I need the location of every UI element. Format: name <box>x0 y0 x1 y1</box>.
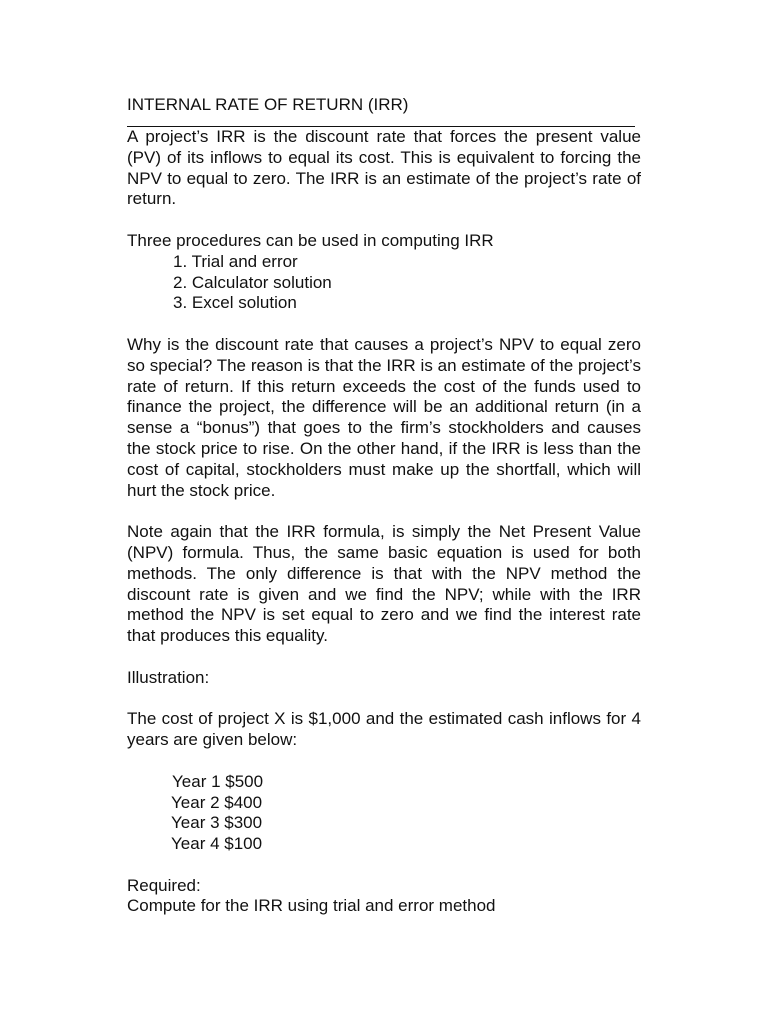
spacer <box>127 647 641 668</box>
illustration-problem: The cost of project X is $1,000 and the estimated cash inflows for 4 years are given below: <box>127 709 641 750</box>
spacer <box>127 855 641 876</box>
illustration-heading: Illustration: <box>127 667 210 687</box>
list-item: 1. Trial and error <box>173 251 298 271</box>
cash-flow-list <box>127 772 641 855</box>
spacer <box>127 751 641 772</box>
required-text: Compute for the IRR using trial and error method <box>127 896 496 916</box>
spacer <box>127 314 641 335</box>
spacer <box>127 210 641 231</box>
list-item: Year 4 $100 <box>171 834 263 854</box>
document-title: INTERNAL RATE OF RETURN (IRR) <box>127 95 409 114</box>
list-item: Year 3 $300 <box>171 813 263 833</box>
spacer <box>127 689 641 710</box>
list-item: Year 2 $400 <box>171 792 263 812</box>
required-heading: Required: <box>127 875 201 895</box>
why-special-paragraph: Why is the discount rate that causes a project’s NPV to equal zero so special? The reason is that the IRR is an estimate of the project’s rate of return. If this return exceeds the cost of the funds used to finance the project, the difference will be an additional return (in a sense a “bonus”) that goes to the firm’s stockholders and causes the stock price to rise. On the other hand, if the IRR is less than the cost of capital, stockholders must make up the shortfall, which will hurt the stock price. <box>127 334 641 500</box>
document-page <box>127 94 641 917</box>
procedures-list <box>127 252 641 314</box>
note-paragraph: Note again that the IRR formula, is simply the Net Present Value (NPV) formula. Thus, the same basic equation is used for both methods. The only difference is that with the NPV method the discount rate is given and we find the NPV; while with the IRR method the NPV is set equal to zero and we find the interest rate that produces this equality. <box>127 522 641 646</box>
procedures-intro: Three procedures can be used in computing IRR <box>127 230 494 250</box>
list-item: 2. Calculator solution <box>173 272 332 292</box>
definition-paragraph: A project’s IRR is the discount rate that forces the present value (PV) of its inflows to equal its cost. This is equivalent to forcing the NPV to equal to zero. The IRR is an estimate of the project’s rate of return. <box>127 127 641 209</box>
list-item: Year 1 $500 <box>172 771 264 791</box>
spacer <box>127 501 641 522</box>
list-item: 3. Excel solution <box>173 293 297 313</box>
